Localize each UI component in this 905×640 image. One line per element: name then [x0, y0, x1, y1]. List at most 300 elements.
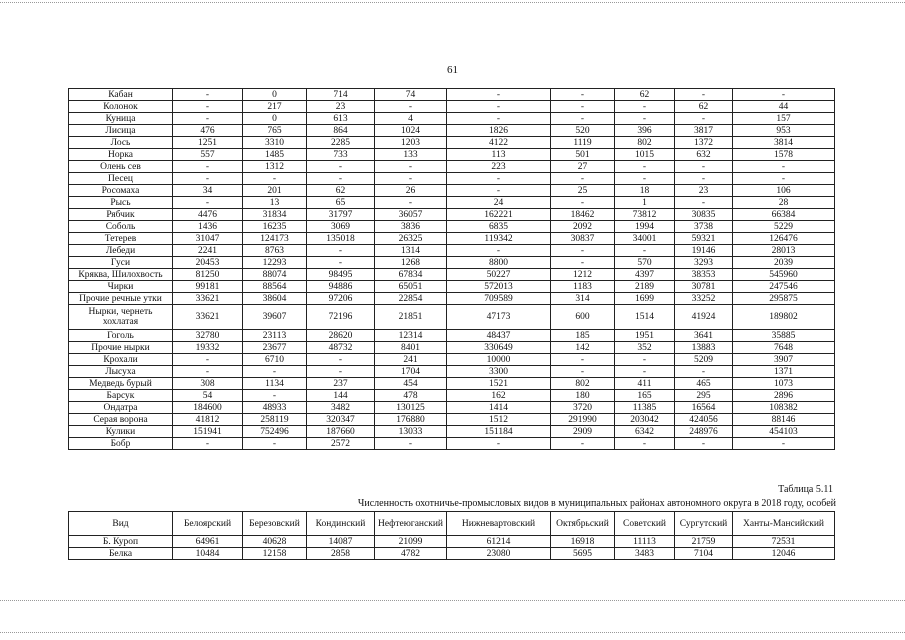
count-cell: 16235	[243, 221, 307, 233]
table-row	[69, 305, 835, 330]
scan-footer-edge	[0, 632, 905, 633]
count-cell: 600	[551, 305, 615, 330]
count-cell: 237	[307, 378, 375, 390]
count-cell: 31047	[173, 233, 243, 245]
table-row	[69, 269, 835, 281]
count-cell: 241	[375, 354, 447, 366]
count-cell: -	[551, 366, 615, 378]
count-cell: 5229	[733, 221, 835, 233]
count-cell: 119342	[447, 233, 551, 245]
count-cell: 709589	[447, 293, 551, 305]
count-cell: 454	[375, 378, 447, 390]
count-cell: -	[551, 101, 615, 113]
count-cell: 3483	[615, 548, 675, 560]
count-cell: -	[733, 438, 835, 450]
species-name-cell: Колонок	[69, 101, 173, 113]
count-cell: -	[307, 173, 375, 185]
table-row	[69, 414, 835, 426]
count-cell: -	[243, 366, 307, 378]
count-cell: 203042	[615, 414, 675, 426]
count-cell: 3293	[675, 257, 733, 269]
table-row	[69, 390, 835, 402]
count-cell: 62	[615, 89, 675, 101]
species-name-cell: Барсук	[69, 390, 173, 402]
species-name-cell: Норка	[69, 149, 173, 161]
count-cell: 1704	[375, 366, 447, 378]
count-cell: 3907	[733, 354, 835, 366]
count-cell: 2909	[551, 426, 615, 438]
count-cell: -	[615, 245, 675, 257]
count-cell: 30837	[551, 233, 615, 245]
species-name-cell: Прочие нырки	[69, 342, 173, 354]
count-cell: 2858	[307, 548, 375, 560]
table-row	[69, 209, 835, 221]
count-cell: -	[675, 438, 733, 450]
count-cell: 1578	[733, 149, 835, 161]
count-cell: -	[447, 185, 551, 197]
count-cell: 217	[243, 101, 307, 113]
count-cell: 180	[551, 390, 615, 402]
count-cell: 113	[447, 149, 551, 161]
count-cell: 10484	[173, 548, 243, 560]
count-cell: 802	[615, 137, 675, 149]
species-name-cell: Крохали	[69, 354, 173, 366]
count-cell: -	[173, 438, 243, 450]
count-cell: 3641	[675, 330, 733, 342]
count-cell: 465	[675, 378, 733, 390]
column-header: Нижневартовский	[447, 512, 551, 536]
count-cell: 632	[675, 149, 733, 161]
count-cell: 21099	[375, 536, 447, 548]
count-cell: 50227	[447, 269, 551, 281]
count-cell: 1015	[615, 149, 675, 161]
count-cell: -	[307, 161, 375, 173]
count-cell: -	[173, 354, 243, 366]
count-cell: 12293	[243, 257, 307, 269]
count-cell: 6342	[615, 426, 675, 438]
count-cell: 6710	[243, 354, 307, 366]
count-cell: 3720	[551, 402, 615, 414]
count-cell: 714	[307, 89, 375, 101]
count-cell: 48437	[447, 330, 551, 342]
count-cell: 81250	[173, 269, 243, 281]
count-cell: 2189	[615, 281, 675, 293]
count-cell: 1314	[375, 245, 447, 257]
count-cell: 1994	[615, 221, 675, 233]
count-cell: 67834	[375, 269, 447, 281]
count-cell: 47173	[447, 305, 551, 330]
count-cell: 4476	[173, 209, 243, 221]
species-name-cell: Лисица	[69, 125, 173, 137]
table-row	[69, 125, 835, 137]
page-number: 61	[447, 64, 458, 76]
column-header: Березовский	[243, 512, 307, 536]
count-cell: 97206	[307, 293, 375, 305]
count-cell: 2896	[733, 390, 835, 402]
count-cell: 1485	[243, 149, 307, 161]
count-cell: 1521	[447, 378, 551, 390]
column-header: Кондинский	[307, 512, 375, 536]
count-cell: -	[243, 173, 307, 185]
count-cell: 3836	[375, 221, 447, 233]
table-row	[69, 113, 835, 125]
count-cell: 16918	[551, 536, 615, 548]
count-cell: 142	[551, 342, 615, 354]
count-cell: -	[307, 354, 375, 366]
species-name-cell: Чирки	[69, 281, 173, 293]
count-cell: 35885	[733, 330, 835, 342]
count-cell: 12158	[243, 548, 307, 560]
count-cell: 5695	[551, 548, 615, 560]
count-cell: -	[675, 113, 733, 125]
table2-header-row	[69, 512, 835, 536]
count-cell: 39607	[243, 305, 307, 330]
municipal-species-table	[68, 511, 835, 560]
count-cell: 396	[615, 125, 675, 137]
count-cell: 12046	[733, 548, 835, 560]
count-cell: 1203	[375, 137, 447, 149]
column-header: Сургутский	[675, 512, 733, 536]
species-name-cell: Гуси	[69, 257, 173, 269]
count-cell: -	[447, 438, 551, 450]
count-cell: 11113	[615, 536, 675, 548]
count-cell: 478	[375, 390, 447, 402]
count-cell: 314	[551, 293, 615, 305]
count-cell: 330649	[447, 342, 551, 354]
count-cell: 2039	[733, 257, 835, 269]
count-cell: 4397	[615, 269, 675, 281]
count-cell: 30781	[675, 281, 733, 293]
count-cell: 1951	[615, 330, 675, 342]
species-name-cell: Росомаха	[69, 185, 173, 197]
count-cell: 6835	[447, 221, 551, 233]
count-cell: -	[675, 173, 733, 185]
count-cell: 23113	[243, 330, 307, 342]
count-cell: 1183	[551, 281, 615, 293]
count-cell: 1436	[173, 221, 243, 233]
table-row	[69, 536, 835, 548]
count-cell: 10000	[447, 354, 551, 366]
count-cell: 151941	[173, 426, 243, 438]
scan-top-edge	[0, 2, 905, 3]
table-row	[69, 366, 835, 378]
count-cell: -	[615, 366, 675, 378]
count-cell: 3817	[675, 125, 733, 137]
count-cell: 23	[307, 101, 375, 113]
count-cell: -	[733, 89, 835, 101]
count-cell: 26325	[375, 233, 447, 245]
count-cell: 4	[375, 113, 447, 125]
count-cell: 59321	[675, 233, 733, 245]
count-cell: 25	[551, 185, 615, 197]
count-cell: 248976	[675, 426, 733, 438]
count-cell: 3310	[243, 137, 307, 149]
table-row	[69, 426, 835, 438]
count-cell: 189802	[733, 305, 835, 330]
count-cell: 176880	[375, 414, 447, 426]
count-cell: -	[675, 366, 733, 378]
count-cell: 31834	[243, 209, 307, 221]
count-cell: 33252	[675, 293, 733, 305]
count-cell: 752496	[243, 426, 307, 438]
species-name-cell: Рябчик	[69, 209, 173, 221]
count-cell: -	[375, 101, 447, 113]
count-cell: 162	[447, 390, 551, 402]
count-cell: 54	[173, 390, 243, 402]
count-cell: 157	[733, 113, 835, 125]
count-cell: 570	[615, 257, 675, 269]
species-name-cell: Медведь бурый	[69, 378, 173, 390]
count-cell: 130125	[375, 402, 447, 414]
count-cell: 1414	[447, 402, 551, 414]
count-cell: 295875	[733, 293, 835, 305]
count-cell: 4122	[447, 137, 551, 149]
count-cell: 133	[375, 149, 447, 161]
count-cell: -	[551, 173, 615, 185]
count-cell: -	[173, 197, 243, 209]
count-cell: -	[675, 161, 733, 173]
count-cell: 40628	[243, 536, 307, 548]
count-cell: 18462	[551, 209, 615, 221]
count-cell: -	[243, 438, 307, 450]
species-name-cell: Олень сев	[69, 161, 173, 173]
count-cell: 94886	[307, 281, 375, 293]
count-cell: 23	[675, 185, 733, 197]
species-name-cell: Гоголь	[69, 330, 173, 342]
count-cell: 162221	[447, 209, 551, 221]
count-cell: 1268	[375, 257, 447, 269]
table-row	[69, 173, 835, 185]
count-cell: 23080	[447, 548, 551, 560]
count-cell: -	[733, 173, 835, 185]
count-cell: -	[551, 89, 615, 101]
count-cell: 28013	[733, 245, 835, 257]
count-cell: 38353	[675, 269, 733, 281]
table-row	[69, 221, 835, 233]
count-cell: -	[675, 89, 733, 101]
species-name-cell: Тетерев	[69, 233, 173, 245]
count-cell: 124173	[243, 233, 307, 245]
table-row	[69, 548, 835, 560]
count-cell: 2572	[307, 438, 375, 450]
count-cell: 108382	[733, 402, 835, 414]
count-cell: 62	[675, 101, 733, 113]
count-cell: 74	[375, 89, 447, 101]
count-cell: 258119	[243, 414, 307, 426]
count-cell: 144	[307, 390, 375, 402]
species-name-cell: Серая ворона	[69, 414, 173, 426]
count-cell: -	[447, 89, 551, 101]
table-row	[69, 185, 835, 197]
count-cell: 32780	[173, 330, 243, 342]
count-cell: 1119	[551, 137, 615, 149]
count-cell: 31797	[307, 209, 375, 221]
count-cell: 5209	[675, 354, 733, 366]
column-header: Ханты-Мансийский	[733, 512, 835, 536]
count-cell: 19332	[173, 342, 243, 354]
count-cell: 41924	[675, 305, 733, 330]
table2-body	[69, 536, 835, 560]
count-cell: 66384	[733, 209, 835, 221]
count-cell: 151184	[447, 426, 551, 438]
table-caption: Численность охотничье-промысловых видов в муниципальных районах автономного округа в 2018 году, особей	[357, 498, 836, 509]
count-cell: -	[243, 390, 307, 402]
count-cell: 320347	[307, 414, 375, 426]
count-cell: 864	[307, 125, 375, 137]
count-cell: 613	[307, 113, 375, 125]
count-cell: 733	[307, 149, 375, 161]
table1-body	[69, 89, 835, 450]
count-cell: 1312	[243, 161, 307, 173]
count-cell: 28	[733, 197, 835, 209]
count-cell: 106	[733, 185, 835, 197]
count-cell: -	[675, 197, 733, 209]
column-header: Вид	[69, 512, 173, 536]
count-cell: 476	[173, 125, 243, 137]
species-name-cell: Рысь	[69, 197, 173, 209]
count-cell: 72531	[733, 536, 835, 548]
count-cell: -	[615, 354, 675, 366]
count-cell: 557	[173, 149, 243, 161]
count-cell: -	[173, 366, 243, 378]
count-cell: 291990	[551, 414, 615, 426]
count-cell: 8800	[447, 257, 551, 269]
count-cell: -	[615, 161, 675, 173]
table-row	[69, 330, 835, 342]
count-cell: -	[447, 245, 551, 257]
table-row	[69, 137, 835, 149]
count-cell: 352	[615, 342, 675, 354]
table-row	[69, 402, 835, 414]
count-cell: 13	[243, 197, 307, 209]
count-cell: -	[173, 113, 243, 125]
table-row	[69, 149, 835, 161]
count-cell: 48732	[307, 342, 375, 354]
count-cell: -	[173, 173, 243, 185]
table-row	[69, 197, 835, 209]
count-cell: 545960	[733, 269, 835, 281]
count-cell: 247546	[733, 281, 835, 293]
species-name-cell: Б. Куроп	[69, 536, 173, 548]
count-cell: 44	[733, 101, 835, 113]
count-cell: -	[447, 101, 551, 113]
scan-bottom-edge	[0, 600, 905, 601]
table-row	[69, 245, 835, 257]
count-cell: 1372	[675, 137, 733, 149]
count-cell: 184600	[173, 402, 243, 414]
count-cell: 72196	[307, 305, 375, 330]
count-cell: 1514	[615, 305, 675, 330]
count-cell: 1251	[173, 137, 243, 149]
count-cell: 13033	[375, 426, 447, 438]
count-cell: 88074	[243, 269, 307, 281]
count-cell: 295	[675, 390, 733, 402]
count-cell: 765	[243, 125, 307, 137]
count-cell: 424056	[675, 414, 733, 426]
count-cell: 18	[615, 185, 675, 197]
count-cell: 21851	[375, 305, 447, 330]
count-cell: 8401	[375, 342, 447, 354]
count-cell: -	[447, 173, 551, 185]
count-cell: 28620	[307, 330, 375, 342]
count-cell: 21759	[675, 536, 733, 548]
count-cell: -	[447, 113, 551, 125]
count-cell: 38604	[243, 293, 307, 305]
species-name-cell: Лысуха	[69, 366, 173, 378]
count-cell: 41812	[173, 414, 243, 426]
count-cell: 33621	[173, 305, 243, 330]
count-cell: 1024	[375, 125, 447, 137]
count-cell: 3300	[447, 366, 551, 378]
count-cell: 34001	[615, 233, 675, 245]
count-cell: -	[173, 161, 243, 173]
table-row	[69, 281, 835, 293]
species-name-cell: Бобр	[69, 438, 173, 450]
count-cell: 0	[243, 89, 307, 101]
count-cell: 12314	[375, 330, 447, 342]
count-cell: 126476	[733, 233, 835, 245]
count-cell: 23677	[243, 342, 307, 354]
count-cell: 48933	[243, 402, 307, 414]
species-name-cell: Прочие речные утки	[69, 293, 173, 305]
count-cell: 36057	[375, 209, 447, 221]
count-cell: 3738	[675, 221, 733, 233]
column-header: Советский	[615, 512, 675, 536]
count-cell: -	[375, 438, 447, 450]
table-number: Таблица 5.11	[778, 484, 833, 495]
count-cell: 3814	[733, 137, 835, 149]
count-cell: 185	[551, 330, 615, 342]
species-name-cell: Соболь	[69, 221, 173, 233]
count-cell: -	[551, 257, 615, 269]
count-cell: 0	[243, 113, 307, 125]
count-cell: 24	[447, 197, 551, 209]
count-cell: 1371	[733, 366, 835, 378]
count-cell: 802	[551, 378, 615, 390]
species-name-cell: Нырки, чернеть хохлатая	[69, 305, 173, 330]
species-name-cell: Песец	[69, 173, 173, 185]
count-cell: 411	[615, 378, 675, 390]
table-row	[69, 233, 835, 245]
count-cell: 64961	[173, 536, 243, 548]
count-cell: -	[551, 354, 615, 366]
count-cell: -	[733, 161, 835, 173]
table-row	[69, 293, 835, 305]
count-cell: 98495	[307, 269, 375, 281]
count-cell: 2285	[307, 137, 375, 149]
count-cell: -	[375, 173, 447, 185]
count-cell: -	[615, 173, 675, 185]
count-cell: 26	[375, 185, 447, 197]
species-name-cell: Лебеди	[69, 245, 173, 257]
count-cell: 7104	[675, 548, 733, 560]
count-cell: 501	[551, 149, 615, 161]
count-cell: 454103	[733, 426, 835, 438]
count-cell: 1212	[551, 269, 615, 281]
species-count-table-continued	[68, 88, 835, 450]
column-header: Октябрьский	[551, 512, 615, 536]
count-cell: -	[375, 197, 447, 209]
count-cell: 1	[615, 197, 675, 209]
count-cell: 30835	[675, 209, 733, 221]
count-cell: 572013	[447, 281, 551, 293]
count-cell: 3069	[307, 221, 375, 233]
count-cell: 34	[173, 185, 243, 197]
table-row	[69, 101, 835, 113]
count-cell: 27	[551, 161, 615, 173]
count-cell: 135018	[307, 233, 375, 245]
table-row	[69, 161, 835, 173]
